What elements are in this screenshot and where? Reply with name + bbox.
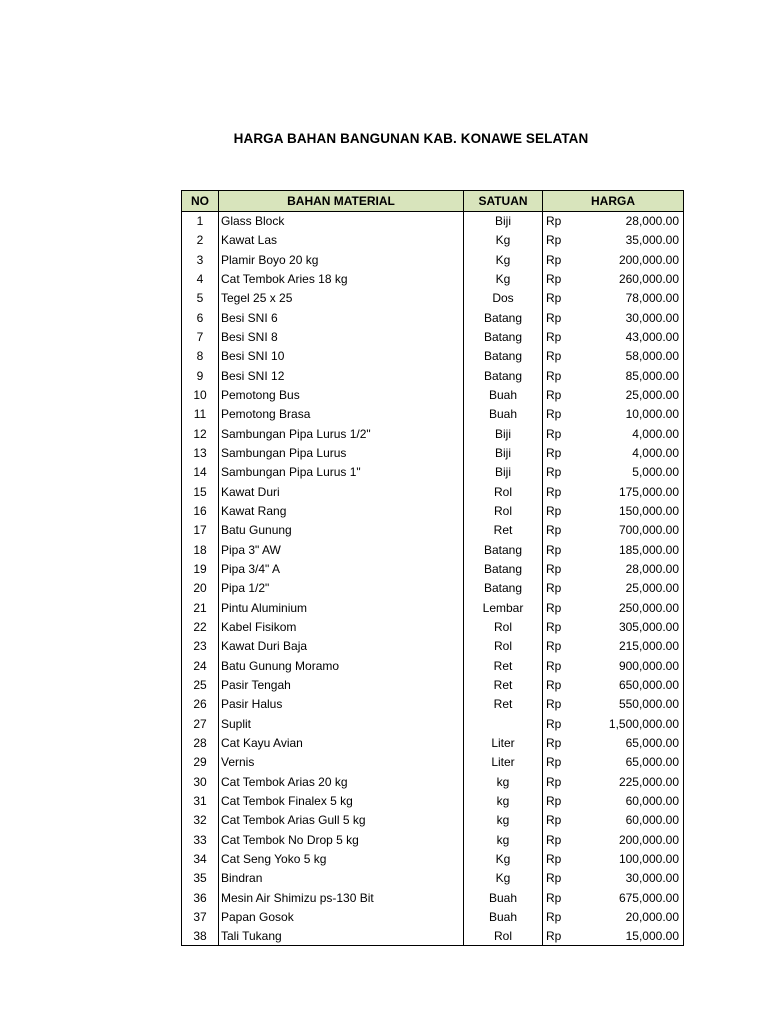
- table-row: [182, 366, 684, 385]
- row-satuan: kg: [464, 830, 543, 849]
- row-material: Cat Kayu Avian: [219, 733, 464, 752]
- row-no: 5: [182, 289, 219, 308]
- row-material: Batu Gunung Moramo: [219, 656, 464, 675]
- row-no: 21: [182, 598, 219, 617]
- row-material: Sambungan Pipa Lurus: [219, 443, 464, 462]
- row-satuan: Biji: [464, 443, 543, 462]
- table-row: [182, 482, 684, 501]
- row-currency: Rp: [543, 791, 591, 810]
- row-material: Cat Tembok Arias 20 kg: [219, 772, 464, 791]
- row-harga: 4,000.00: [591, 424, 684, 443]
- row-material: Cat Seng Yoko 5 kg: [219, 849, 464, 868]
- row-satuan: Rol: [464, 501, 543, 520]
- row-satuan: Rol: [464, 927, 543, 946]
- table-row: [182, 269, 684, 288]
- row-satuan: Lembar: [464, 598, 543, 617]
- table-row: [182, 733, 684, 752]
- table-row: [182, 830, 684, 849]
- row-currency: Rp: [543, 714, 591, 733]
- row-satuan: Buah: [464, 888, 543, 907]
- row-satuan: kg: [464, 772, 543, 791]
- row-satuan: Kg: [464, 231, 543, 250]
- row-material: Besi SNI 6: [219, 308, 464, 327]
- row-satuan: Kg: [464, 869, 543, 888]
- row-no: 19: [182, 559, 219, 578]
- row-currency: Rp: [543, 753, 591, 772]
- row-harga: 900,000.00: [591, 656, 684, 675]
- row-material: Kawat Duri Baja: [219, 637, 464, 656]
- table-row: [182, 308, 684, 327]
- row-no: 18: [182, 540, 219, 559]
- row-satuan: Ret: [464, 521, 543, 540]
- row-satuan: Ret: [464, 695, 543, 714]
- row-harga: 28,000.00: [591, 212, 684, 231]
- row-material: Pasir Tengah: [219, 675, 464, 694]
- row-material: Cat Tembok Arias Gull 5 kg: [219, 811, 464, 830]
- row-harga: 15,000.00: [591, 927, 684, 946]
- row-no: 24: [182, 656, 219, 675]
- row-satuan: Batang: [464, 347, 543, 366]
- table-row: [182, 598, 684, 617]
- row-currency: Rp: [543, 289, 591, 308]
- table-row: [182, 347, 684, 366]
- row-satuan: Biji: [464, 463, 543, 482]
- table-row: [182, 907, 684, 926]
- row-no: 30: [182, 772, 219, 791]
- row-currency: Rp: [543, 540, 591, 559]
- row-material: Glass Block: [219, 212, 464, 231]
- price-table: [181, 190, 684, 946]
- table-row: [182, 791, 684, 810]
- row-material: Pipa 1/2": [219, 579, 464, 598]
- row-currency: Rp: [543, 424, 591, 443]
- row-no: 8: [182, 347, 219, 366]
- row-harga: 305,000.00: [591, 617, 684, 636]
- row-material: Cat Tembok Aries 18 kg: [219, 269, 464, 288]
- table-row: [182, 405, 684, 424]
- row-currency: Rp: [543, 231, 591, 250]
- row-harga: 25,000.00: [591, 385, 684, 404]
- row-harga: 60,000.00: [591, 791, 684, 810]
- row-harga: 30,000.00: [591, 869, 684, 888]
- row-satuan: Batang: [464, 327, 543, 346]
- row-material: Batu Gunung: [219, 521, 464, 540]
- row-currency: Rp: [543, 888, 591, 907]
- table-row: [182, 753, 684, 772]
- row-currency: Rp: [543, 656, 591, 675]
- row-harga: 43,000.00: [591, 327, 684, 346]
- row-no: 14: [182, 463, 219, 482]
- row-harga: 675,000.00: [591, 888, 684, 907]
- row-harga: 700,000.00: [591, 521, 684, 540]
- table-row: [182, 637, 684, 656]
- row-harga: 550,000.00: [591, 695, 684, 714]
- row-harga: 100,000.00: [591, 849, 684, 868]
- row-satuan: Kg: [464, 269, 543, 288]
- row-currency: Rp: [543, 269, 591, 288]
- row-material: Pasir Halus: [219, 695, 464, 714]
- header-no: NO: [182, 191, 219, 212]
- table-row: [182, 463, 684, 482]
- table-row: [182, 695, 684, 714]
- row-harga: 78,000.00: [591, 289, 684, 308]
- table-body: [182, 212, 684, 946]
- row-satuan: Biji: [464, 212, 543, 231]
- row-material: Cat Tembok Finalex 5 kg: [219, 791, 464, 810]
- row-satuan: Rol: [464, 637, 543, 656]
- header-material: BAHAN MATERIAL: [219, 191, 464, 212]
- table-row: [182, 289, 684, 308]
- row-currency: Rp: [543, 637, 591, 656]
- row-material: Besi SNI 12: [219, 366, 464, 385]
- row-satuan: Buah: [464, 385, 543, 404]
- row-satuan: Biji: [464, 424, 543, 443]
- header-satuan: SATUAN: [464, 191, 543, 212]
- row-harga: 200,000.00: [591, 250, 684, 269]
- row-no: 11: [182, 405, 219, 424]
- row-satuan: kg: [464, 791, 543, 810]
- row-no: 32: [182, 811, 219, 830]
- row-currency: Rp: [543, 772, 591, 791]
- row-no: 37: [182, 907, 219, 926]
- row-material: Cat Tembok No Drop 5 kg: [219, 830, 464, 849]
- row-harga: 35,000.00: [591, 231, 684, 250]
- table-row: [182, 656, 684, 675]
- row-material: Pintu Aluminium: [219, 598, 464, 617]
- row-currency: Rp: [543, 695, 591, 714]
- table-row: [182, 849, 684, 868]
- row-currency: Rp: [543, 869, 591, 888]
- row-no: 1: [182, 212, 219, 231]
- row-material: Tali Tukang: [219, 927, 464, 946]
- row-material: Mesin Air Shimizu ps-130 Bit: [219, 888, 464, 907]
- row-satuan: Liter: [464, 733, 543, 752]
- row-no: 17: [182, 521, 219, 540]
- table-row: [182, 927, 684, 946]
- row-no: 22: [182, 617, 219, 636]
- row-material: Papan Gosok: [219, 907, 464, 926]
- row-currency: Rp: [543, 733, 591, 752]
- row-harga: 58,000.00: [591, 347, 684, 366]
- row-harga: 185,000.00: [591, 540, 684, 559]
- table-row: [182, 811, 684, 830]
- table-row: [182, 714, 684, 733]
- row-harga: 25,000.00: [591, 579, 684, 598]
- row-material: Pemotong Brasa: [219, 405, 464, 424]
- row-no: 26: [182, 695, 219, 714]
- row-currency: Rp: [543, 598, 591, 617]
- row-currency: Rp: [543, 501, 591, 520]
- row-material: Bindran: [219, 869, 464, 888]
- row-material: Besi SNI 10: [219, 347, 464, 366]
- row-harga: 10,000.00: [591, 405, 684, 424]
- row-satuan: kg: [464, 811, 543, 830]
- row-material: Tegel 25 x 25: [219, 289, 464, 308]
- row-no: 33: [182, 830, 219, 849]
- row-material: Plamir Boyo 20 kg: [219, 250, 464, 269]
- row-satuan: Dos: [464, 289, 543, 308]
- row-harga: 250,000.00: [591, 598, 684, 617]
- row-harga: 650,000.00: [591, 675, 684, 694]
- row-satuan: Batang: [464, 579, 543, 598]
- row-harga: 65,000.00: [591, 733, 684, 752]
- row-currency: Rp: [543, 463, 591, 482]
- row-material: Pipa 3/4" A: [219, 559, 464, 578]
- row-harga: 85,000.00: [591, 366, 684, 385]
- row-currency: Rp: [543, 849, 591, 868]
- row-no: 10: [182, 385, 219, 404]
- row-no: 35: [182, 869, 219, 888]
- row-material: Kawat Las: [219, 231, 464, 250]
- row-no: 9: [182, 366, 219, 385]
- row-material: Pipa 3" AW: [219, 540, 464, 559]
- row-currency: Rp: [543, 907, 591, 926]
- row-no: 36: [182, 888, 219, 907]
- row-satuan: Rol: [464, 482, 543, 501]
- table-row: [182, 540, 684, 559]
- table-row: [182, 424, 684, 443]
- row-material: Pemotong Bus: [219, 385, 464, 404]
- table-row: [182, 617, 684, 636]
- row-currency: Rp: [543, 521, 591, 540]
- row-satuan: Kg: [464, 250, 543, 269]
- row-currency: Rp: [543, 385, 591, 404]
- row-harga: 30,000.00: [591, 308, 684, 327]
- table-row: [182, 385, 684, 404]
- row-material: Besi SNI 8: [219, 327, 464, 346]
- row-currency: Rp: [543, 405, 591, 424]
- row-satuan: Buah: [464, 907, 543, 926]
- row-harga: 150,000.00: [591, 501, 684, 520]
- row-harga: 1,500,000.00: [591, 714, 684, 733]
- row-satuan: Liter: [464, 753, 543, 772]
- row-no: 27: [182, 714, 219, 733]
- row-currency: Rp: [543, 366, 591, 385]
- row-no: 6: [182, 308, 219, 327]
- row-currency: Rp: [543, 579, 591, 598]
- page-title: HARGA BAHAN BANGUNAN KAB. KONAWE SELATAN: [233, 131, 589, 146]
- row-no: 23: [182, 637, 219, 656]
- table-header: [182, 191, 684, 212]
- row-currency: Rp: [543, 250, 591, 269]
- row-harga: 28,000.00: [591, 559, 684, 578]
- row-harga: 5,000.00: [591, 463, 684, 482]
- row-satuan: Kg: [464, 849, 543, 868]
- row-currency: Rp: [543, 308, 591, 327]
- row-no: 7: [182, 327, 219, 346]
- row-currency: Rp: [543, 811, 591, 830]
- row-satuan: Batang: [464, 559, 543, 578]
- table-row: [182, 521, 684, 540]
- table-row: [182, 231, 684, 250]
- row-satuan: Ret: [464, 656, 543, 675]
- row-material: Sambungan Pipa Lurus 1/2": [219, 424, 464, 443]
- row-material: Vernis: [219, 753, 464, 772]
- row-currency: Rp: [543, 212, 591, 231]
- row-material: Kawat Duri: [219, 482, 464, 501]
- row-no: 20: [182, 579, 219, 598]
- row-harga: 4,000.00: [591, 443, 684, 462]
- row-no: 16: [182, 501, 219, 520]
- row-no: 13: [182, 443, 219, 462]
- row-no: 15: [182, 482, 219, 501]
- row-no: 3: [182, 250, 219, 269]
- row-currency: Rp: [543, 482, 591, 501]
- row-material: Sambungan Pipa Lurus 1": [219, 463, 464, 482]
- row-harga: 20,000.00: [591, 907, 684, 926]
- row-harga: 225,000.00: [591, 772, 684, 791]
- row-satuan: Batang: [464, 366, 543, 385]
- table-row: [182, 250, 684, 269]
- table-row: [182, 212, 684, 231]
- row-no: 2: [182, 231, 219, 250]
- row-currency: Rp: [543, 443, 591, 462]
- row-satuan: Ret: [464, 675, 543, 694]
- row-no: 29: [182, 753, 219, 772]
- table-row: [182, 443, 684, 462]
- row-harga: 260,000.00: [591, 269, 684, 288]
- row-no: 25: [182, 675, 219, 694]
- row-satuan: Rol: [464, 617, 543, 636]
- table-row: [182, 888, 684, 907]
- row-no: 4: [182, 269, 219, 288]
- header-harga: HARGA: [543, 191, 684, 212]
- table-row: [182, 869, 684, 888]
- row-currency: Rp: [543, 830, 591, 849]
- table-row: [182, 327, 684, 346]
- row-currency: Rp: [543, 347, 591, 366]
- row-no: 31: [182, 791, 219, 810]
- row-no: 28: [182, 733, 219, 752]
- row-harga: 175,000.00: [591, 482, 684, 501]
- row-currency: Rp: [543, 327, 591, 346]
- table-row: [182, 675, 684, 694]
- row-harga: 60,000.00: [591, 811, 684, 830]
- row-material: Kabel Fisikom: [219, 617, 464, 636]
- row-harga: 215,000.00: [591, 637, 684, 656]
- row-no: 34: [182, 849, 219, 868]
- row-satuan: Batang: [464, 308, 543, 327]
- row-material: Suplit: [219, 714, 464, 733]
- row-currency: Rp: [543, 927, 591, 946]
- table-row: [182, 772, 684, 791]
- row-harga: 65,000.00: [591, 753, 684, 772]
- table-row: [182, 501, 684, 520]
- row-satuan: Batang: [464, 540, 543, 559]
- row-material: Kawat Rang: [219, 501, 464, 520]
- row-satuan: Buah: [464, 405, 543, 424]
- table-row: [182, 559, 684, 578]
- row-currency: Rp: [543, 617, 591, 636]
- row-harga: 200,000.00: [591, 830, 684, 849]
- row-no: 12: [182, 424, 219, 443]
- row-currency: Rp: [543, 559, 591, 578]
- row-no: 38: [182, 927, 219, 946]
- row-currency: Rp: [543, 675, 591, 694]
- row-satuan: [464, 714, 543, 733]
- table-row: [182, 579, 684, 598]
